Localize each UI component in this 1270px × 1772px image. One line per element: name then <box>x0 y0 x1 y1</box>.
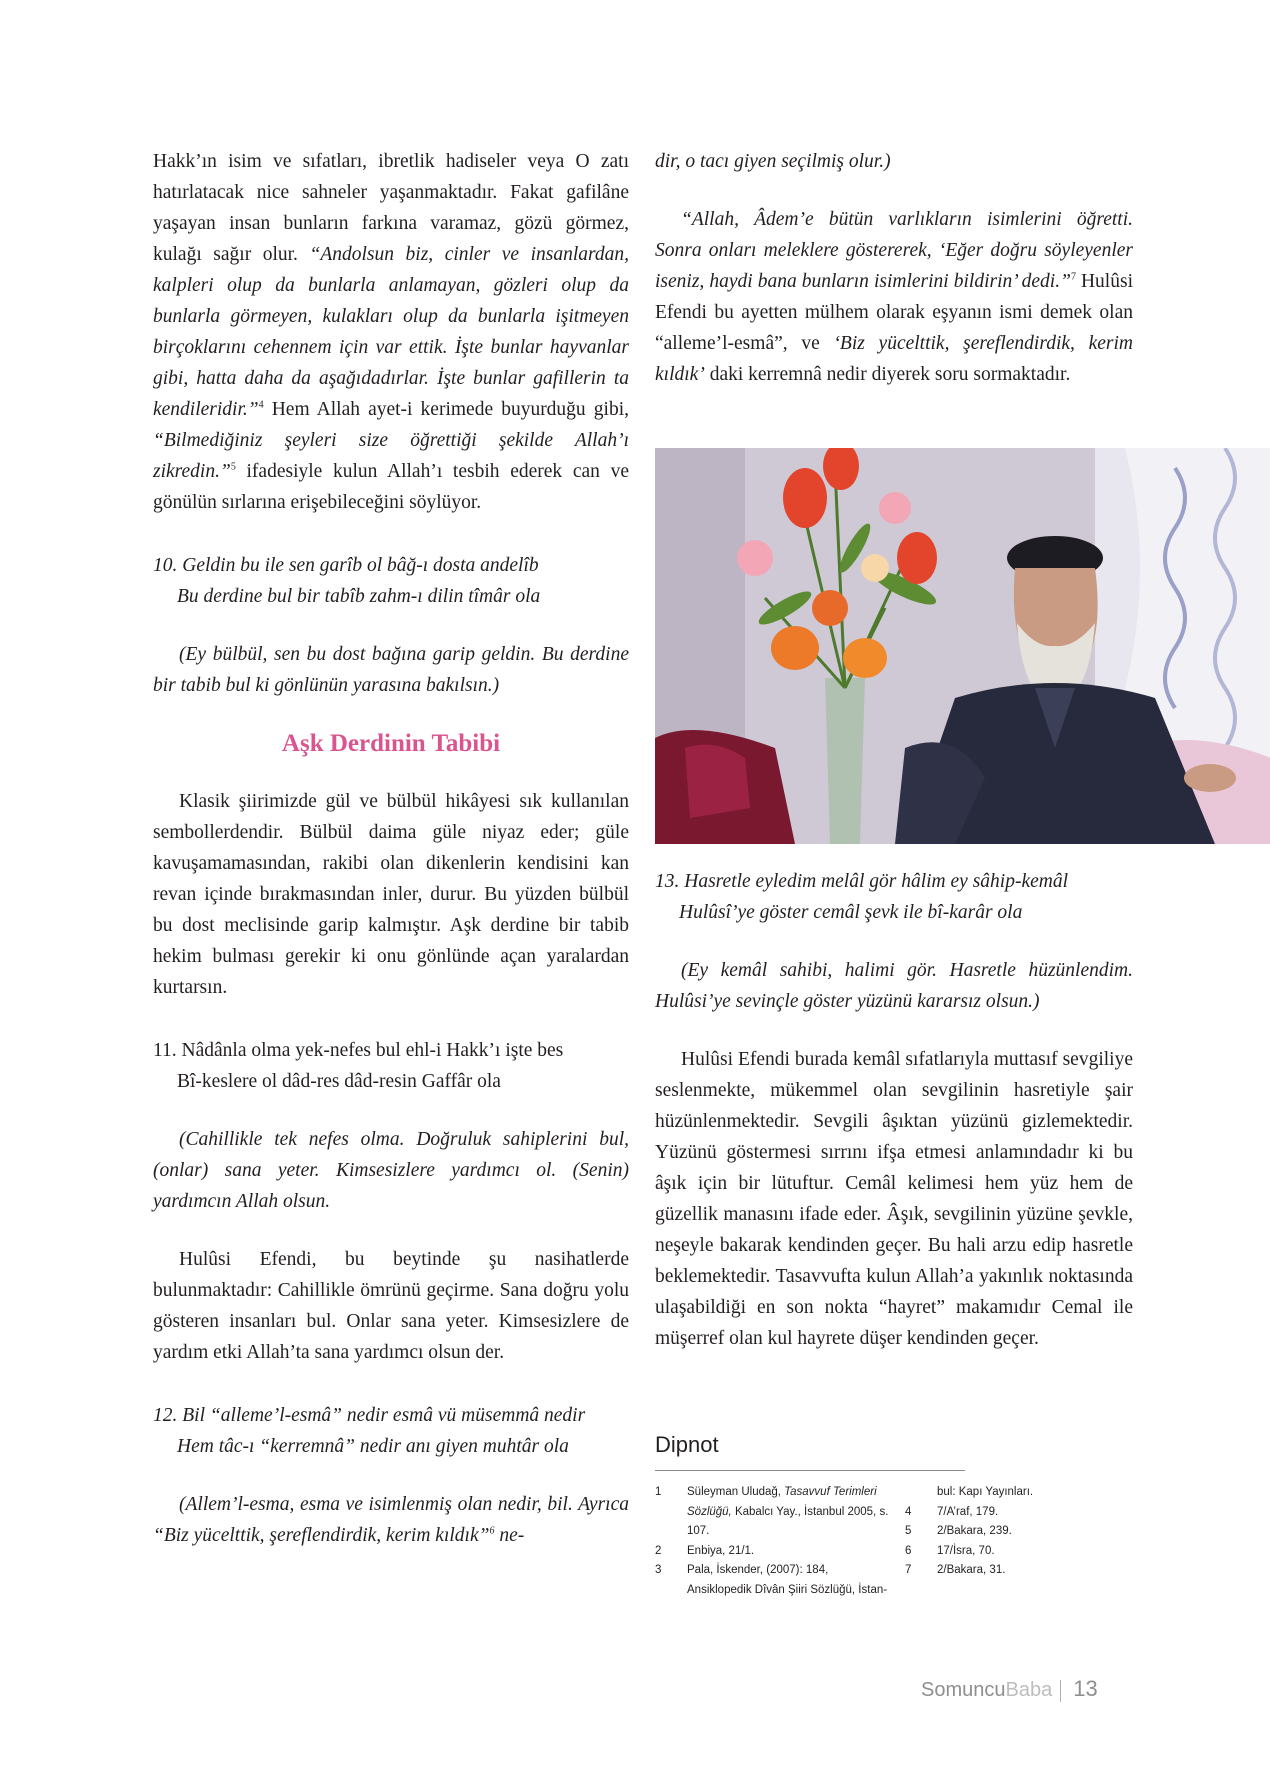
footnote-text: 7/A’raf, 179. <box>937 1505 999 1518</box>
footnote-ref[interactable]: 4 <box>258 399 264 411</box>
footnote-number: 7 <box>905 1564 912 1576</box>
text-span: daki kerremnâ nedir diyerek soru sormaktadır. <box>704 364 1071 385</box>
verse-translation-continued: dir, o tacı giyen seçilmiş olur.) <box>655 151 891 172</box>
text-span: ifadesiyle kulun Allah’ı tesbih ederek can ve gönülün sırlarına erişebileceğini söylüyor. <box>153 461 629 513</box>
footnote-number: 1 <box>655 1486 662 1498</box>
body-paragraph: Hulûsi Efendi burada kemâl sıfatlarıyla muttasıf sevgiliye seslenmekte, mükemmel olan sevgilinin hasretiyle şair hüzünlenmektedir. Sevgili âşıktan yüzünü gizlemektedir. Yüzünü göstermesi sırrını ifşa etmesi anlamındadır ki bu âşık için bir lütuftur. Cemâl kelimesi hem yüz hem de güzellik manasını ifade eder. Âşık, sevgilinin yüzüne şevkle, neşeyle bakarak kendinden geçer. Bu hali arzu edip hasretle beklemektedir. Tasavvufta kulun Allah’a yakınlık noktasında ulaşabildiği en son nokta “hayret” makamıdır Cemal ile müşerref olan kul hayrete düşer kendinden geçer. <box>655 1049 1133 1349</box>
quran-quote: “Allah, Âdem’e bütün varlıkların isimlerini öğretti. Sonra onları meleklere göstererek, ‘Eğer doğru söyleyenler iseniz, haydi bana bunların isimlerini bildirin’ dedi.” <box>655 209 1133 292</box>
portrait-photo <box>655 448 1270 844</box>
footnote-ref[interactable]: 5 <box>230 461 236 473</box>
body-paragraph: Hulûsi Efendi, bu beytinde şu nasihatlerde bulunmaktadır: Cahillikle ömrünü geçirme. Sana doğru yolu gösteren insanları bul. Onlar sana yeter. Kimsesizlere de yardım etki Allah’ta sana yardımcı olsun der. <box>153 1249 629 1363</box>
page-footer <box>921 1674 1098 1704</box>
brand-name-suffix: Baba <box>1005 1679 1053 1701</box>
footnote-text: Pala, İskender, (2007): 184, Ansiklopedik Dîvân Şiiri Sözlüğü, İstan- <box>687 1564 888 1596</box>
footnote-number: 2 <box>655 1544 662 1557</box>
italic-span: ‘Biz yücelttik, şereflendirdik, kerim kıldık’ <box>655 333 1133 385</box>
text-span: ne- <box>494 1525 525 1546</box>
verse-line: Hem tâc-ı “kerremnâ” nedir anı giyen muhtâr ola <box>177 1436 569 1457</box>
footnote-text: Kabalcı Yay., İstanbul 2005, s. 107. <box>687 1505 889 1537</box>
page-number: 13 <box>1073 1676 1098 1701</box>
footnotes-column-1 <box>655 1483 890 1600</box>
footnote-text: 2/Bakara, 31. <box>937 1564 1006 1576</box>
footnote-number: 3 <box>655 1564 662 1576</box>
verse-line: Bu derdine bul bir tabîb zahm-ı dilin tîmâr ola <box>177 586 541 607</box>
verse-line: 10. Geldin bu ile sen garîb ol bâğ-ı dosta andelîb <box>153 555 539 576</box>
body-paragraph <box>655 204 1133 390</box>
verse-line: 11. Nâdânla olma yek-nefes bul ehl-i Hakk’ı işte bes <box>153 1040 564 1061</box>
section-heading: Aşk Derdinin Tabibi <box>281 730 501 757</box>
footnote-number: 4 <box>905 1505 912 1518</box>
portrait-illustration <box>655 448 1270 844</box>
footnote-item <box>905 1542 1035 1562</box>
verse-translation: (Cahillikle tek nefes olma. Doğruluk sahiplerini bul, (onlar) sana yeter. Kimsesizlere yardımcı ol. (Senin) yardımcın Allah olsun. <box>153 1129 629 1212</box>
footnote-number: 6 <box>905 1544 912 1557</box>
quran-quote: “Andolsun biz, cinler ve insanlardan, kalpleri olup da bunlarla anlamayan, gözleri olup da bunlarla görmeyen, kulakları olup da bunlarla işitmeyen birçoklarını cehennem için var ettik. İşte bunlar hayvanlar gibi, hatta daha da aşağıdadırlar. İşte bunlar gafillerin ta kendileridir.” <box>153 244 629 420</box>
verse-line: Hulûsî’ye göster cemâl şevk ile bî-karâr ola <box>679 902 1023 923</box>
body-paragraph <box>153 146 629 518</box>
verse-line: Bî-keslere ol dâd-res dâd-resin Gaffâr ola <box>177 1071 501 1092</box>
text-span: Hem Allah ayet-i kerimede buyurduğu gibi, <box>263 399 629 420</box>
verse-line: 12. Bil “alleme’l-esmâ” nedir esmâ vü müsemmâ nedir <box>153 1405 586 1426</box>
footnote-item <box>905 1561 1035 1581</box>
text-span: Hakk’ın isim ve sıfatları, ibretlik hadiseler veya O zatı hatırlatacak nice sahneler yaşanmaktadır. Fakat gafilâne yaşayan insan bunların farkına varamaz, gözü görmez, kulağı sağır olur. <box>153 151 629 265</box>
footnote-text: 2/Bakara, 239. <box>937 1525 1012 1537</box>
verse-10 <box>153 550 629 612</box>
footnotes-title: Dipnot <box>655 1432 719 1457</box>
footnote-item <box>905 1522 1035 1542</box>
footnote-item <box>655 1561 890 1600</box>
footnote-number: 5 <box>905 1525 912 1537</box>
verse-translation: (Ey kemâl sahibi, halimi gör. Hasretle hüzünlendim. Hulûsi’ye sevinçle göster yüzünü kararsız olsun.) <box>655 960 1133 1012</box>
footnote-item <box>905 1483 1035 1503</box>
quran-quote: “Bilmediğiniz şeyleri size öğrettiği şekilde Allah’ı zikredin.” <box>153 430 629 482</box>
footnotes-divider <box>655 1470 965 1471</box>
body-paragraph: Klasik şiirimizde gül ve bülbül hikâyesi sık kullanılan sembollerdendir. Bülbül daima güle niyaz eder; güle kavuşamamasından, rakibi olan dikenlerin kendisini kan revan içinde bırakmasından inler, durur. Bu yüzden bülbül bu dost meclisinde garip kalmıştır. Aşk derdine bir tabib hekim bulması gerekir ki onu gönlünde açan yaralardan kurtarsın. <box>153 791 629 998</box>
footnote-text: Enbiya, 21/1. <box>687 1544 755 1557</box>
footnote-title: Tasavvuf Terimleri Sözlüğü, <box>687 1486 877 1518</box>
footnote-ref[interactable]: 6 <box>489 1525 495 1537</box>
footnote-text: 17/İsra, 70. <box>937 1544 995 1557</box>
footnote-ref[interactable]: 7 <box>1070 271 1076 283</box>
verse-translation <box>153 1489 629 1551</box>
verse-12 <box>153 1400 629 1462</box>
verse-13 <box>655 866 1133 928</box>
footer-divider <box>1060 1680 1061 1702</box>
footnote-text: Süleyman Uludağ, <box>687 1486 785 1498</box>
verse-translation: (Ey bülbül, sen bu dost bağına garip geldin. Bu derdine bir tabib bul ki gönlünün yarasına bakılsın.) <box>153 644 629 696</box>
brand-name: Somuncu <box>921 1679 1006 1701</box>
footnotes-column-2 <box>905 1483 1035 1581</box>
footnote-item <box>905 1503 1035 1523</box>
text-span: Hulûsi Efendi bu ayetten mülhem olarak eşyanın ismi demek olan “alleme’l-esmâ”, ve <box>655 271 1133 354</box>
footnote-text: bul: Kapı Yayınları. <box>937 1486 1034 1498</box>
verse-11 <box>153 1035 629 1097</box>
verse-line: 13. Hasretle eyledim melâl gör hâlim ey sâhip-kemâl <box>655 871 1069 892</box>
footnote-item <box>655 1542 890 1562</box>
text-span: (Allem’l-esma, esma ve isimlenmiş olan nedir, bil. Ayrıca “Biz yücelttik, şereflendirdik, kerim kıldık” <box>153 1494 629 1546</box>
left-column <box>153 146 629 1551</box>
footnote-item <box>655 1483 890 1542</box>
